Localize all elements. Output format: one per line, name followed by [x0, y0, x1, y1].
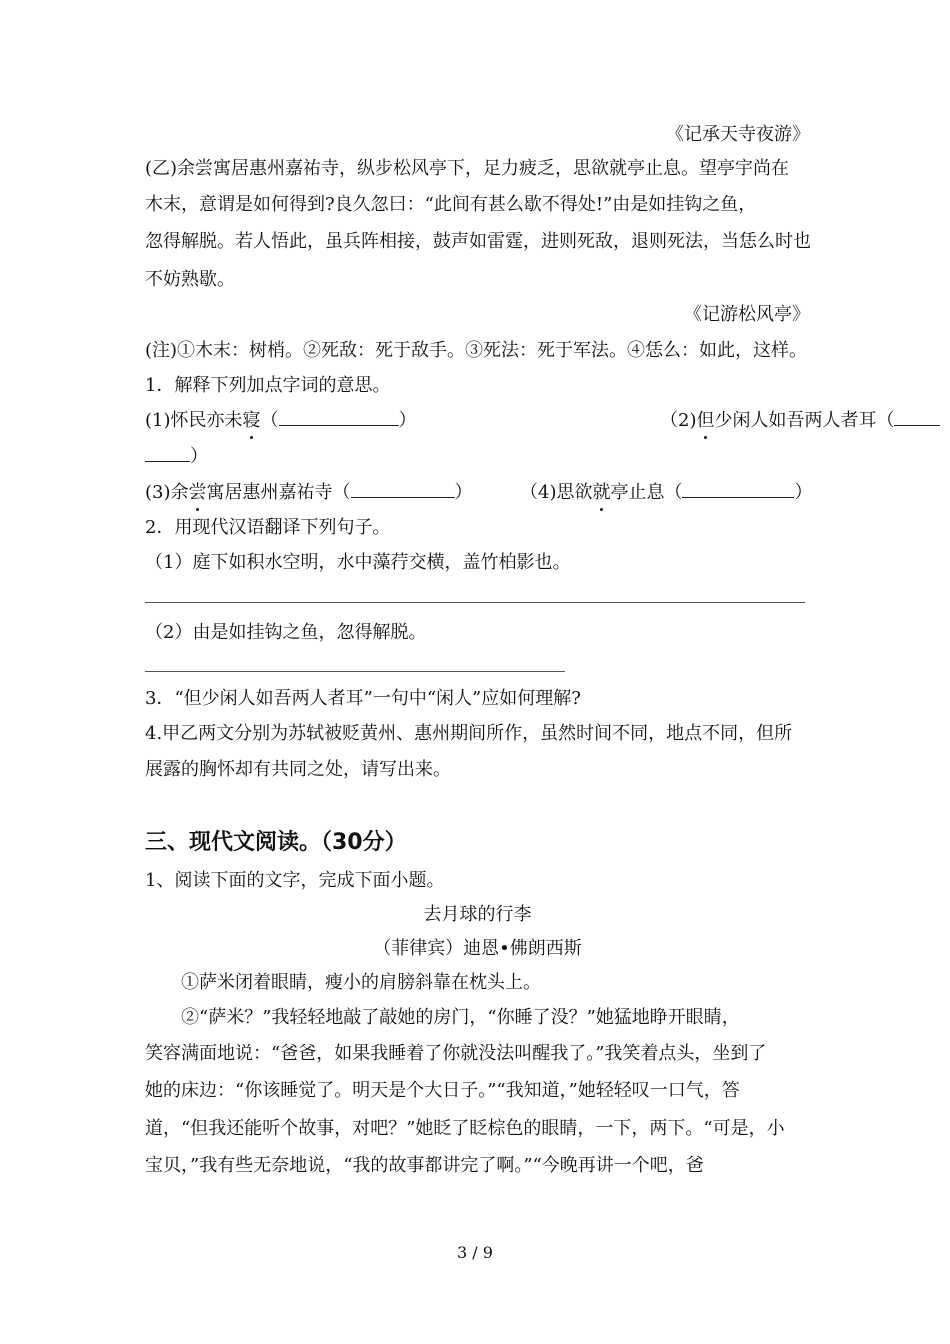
question-3: 3．“但少闲人如吾两人者耳”一句中“闲人”应如何理解? — [145, 688, 581, 709]
q1-item2-text: （2) — [660, 410, 697, 431]
question-2-sentence-2: （2）由是如挂钩之鱼，忽得解脱。 — [145, 622, 427, 643]
q1-item4-answer-blank[interactable] — [682, 479, 794, 498]
story-author: （菲律宾）迪恩•佛朗西斯 — [373, 938, 582, 959]
passage-b-source: 《记游松风亭》 — [684, 304, 810, 325]
question-2-sentence-1: （1）庭下如积水空明，水中藻荇交横，盖竹柏影也。 — [145, 552, 571, 573]
q1-item2-dotted-char: 但 — [696, 410, 715, 431]
story-paragraph-2-line: ②“萨米？”我轻轻地敲了敲她的房门，“你睡了没？”她猛地睁开眼睛， — [181, 1007, 740, 1028]
q1-item2-close: ） — [190, 446, 208, 467]
passage-a-source: 《记承天寺夜游》 — [666, 124, 810, 145]
q1-item1-text: (1)怀民亦未 — [145, 410, 243, 431]
q1-item3-answer-blank[interactable] — [351, 479, 455, 498]
q1-item1-open: （ — [260, 410, 279, 431]
answer-line-q2-2[interactable] — [145, 671, 565, 672]
question-1-title: 1．解释下列加点字词的意思。 — [145, 375, 391, 396]
question-4-line-2: 展露的胸怀却有共同之处，请写出来。 — [145, 759, 451, 780]
passage-b-line: 忽得解脱。若人悟此，虽兵阵相接，鼓声如雷霆，进则死敌，退则死法，当恁么时也 — [145, 231, 811, 252]
q1-item2 — [660, 407, 940, 433]
q1-item3-open: 寓居惠州嘉祐寺（ — [206, 482, 351, 503]
question-4-line-1: 4.甲乙两文分别为苏轼被贬黄州、惠州期间所作，虽然时间不同，地点不同，但所 — [145, 723, 793, 744]
page-number: 3 / 9 — [457, 1243, 493, 1262]
q1-item4-open: 亭止息（ — [610, 482, 683, 503]
passage-b-line: 木末，意谓是如何得到?良久忽曰：“此间有甚么歇不得处!”由是如挂钩之鱼， — [145, 194, 757, 215]
q1-item2-answer-blank[interactable] — [894, 407, 940, 426]
q1-item1-answer-blank[interactable] — [279, 407, 399, 426]
q1-item4-text: （4)思欲 — [520, 482, 593, 503]
q1-item4-close: ） — [794, 482, 813, 503]
story-paragraph-2-line: 她的床边：“你该睡觉了。明天是个大日子。”“我知道，”她轻轻叹一口气，答 — [145, 1080, 740, 1101]
answer-line-q2-1[interactable] — [145, 602, 805, 603]
q1-item3-dotted-char: 尝 — [188, 482, 207, 503]
question-1-row-1 — [145, 407, 895, 433]
q1-item1-close: ） — [398, 410, 417, 431]
story-paragraph-2-line: 宝贝，”我有些无奈地说，“我的故事都讲完了啊。”“今晚再讲一个吧，爸 — [145, 1155, 704, 1176]
story-paragraph-2-line: 笑容满面地说：“爸爸，如果我睡着了你就没法叫醒我了。”我笑着点头，坐到了 — [145, 1043, 767, 1064]
passage-b-line: (乙)余尝寓居惠州嘉祐寺，纵步松风亭下，足力疲乏，思欲就亭止息。望亭宇尚在 — [145, 158, 790, 179]
question-1-row-1-cont — [145, 443, 810, 469]
story-paragraph-2-line: 道，“但我还能听个故事，对吧？”她眨了眨棕色的眼睛，一下，两下。“可是，小 — [145, 1118, 785, 1139]
question-2-title: 2．用现代汉语翻译下列句子。 — [145, 517, 391, 538]
passage-b-line: 不妨熟歇。 — [145, 269, 235, 290]
story-paragraph-1: ①萨米闭着眼睛，瘦小的肩膀斜靠在枕头上。 — [181, 972, 541, 993]
q1-item4 — [520, 479, 812, 505]
q1-item2-answer-blank-cont[interactable] — [145, 443, 190, 462]
q1-item4-dotted-char: 就 — [592, 482, 611, 503]
story-title: 去月球的行李 — [423, 904, 532, 925]
q1-item1-dotted-char: 寝 — [242, 410, 261, 431]
annotation-notes: (注)①木末：树梢。②死敌：死于敌手。③死法：死于军法。④恁么：如此，这样。 — [145, 340, 808, 361]
q1-item3-text: (3)余 — [145, 482, 189, 503]
q1-item3-close: ） — [454, 482, 473, 503]
section-3-heading: 三、现代文阅读。（30分） — [145, 830, 407, 855]
section-3-intro: 1、阅读下面的文字，完成下面小题。 — [145, 870, 445, 891]
question-1-row-2 — [145, 479, 813, 505]
q1-item2-open: 少闲人如吾两人者耳（ — [714, 410, 895, 431]
